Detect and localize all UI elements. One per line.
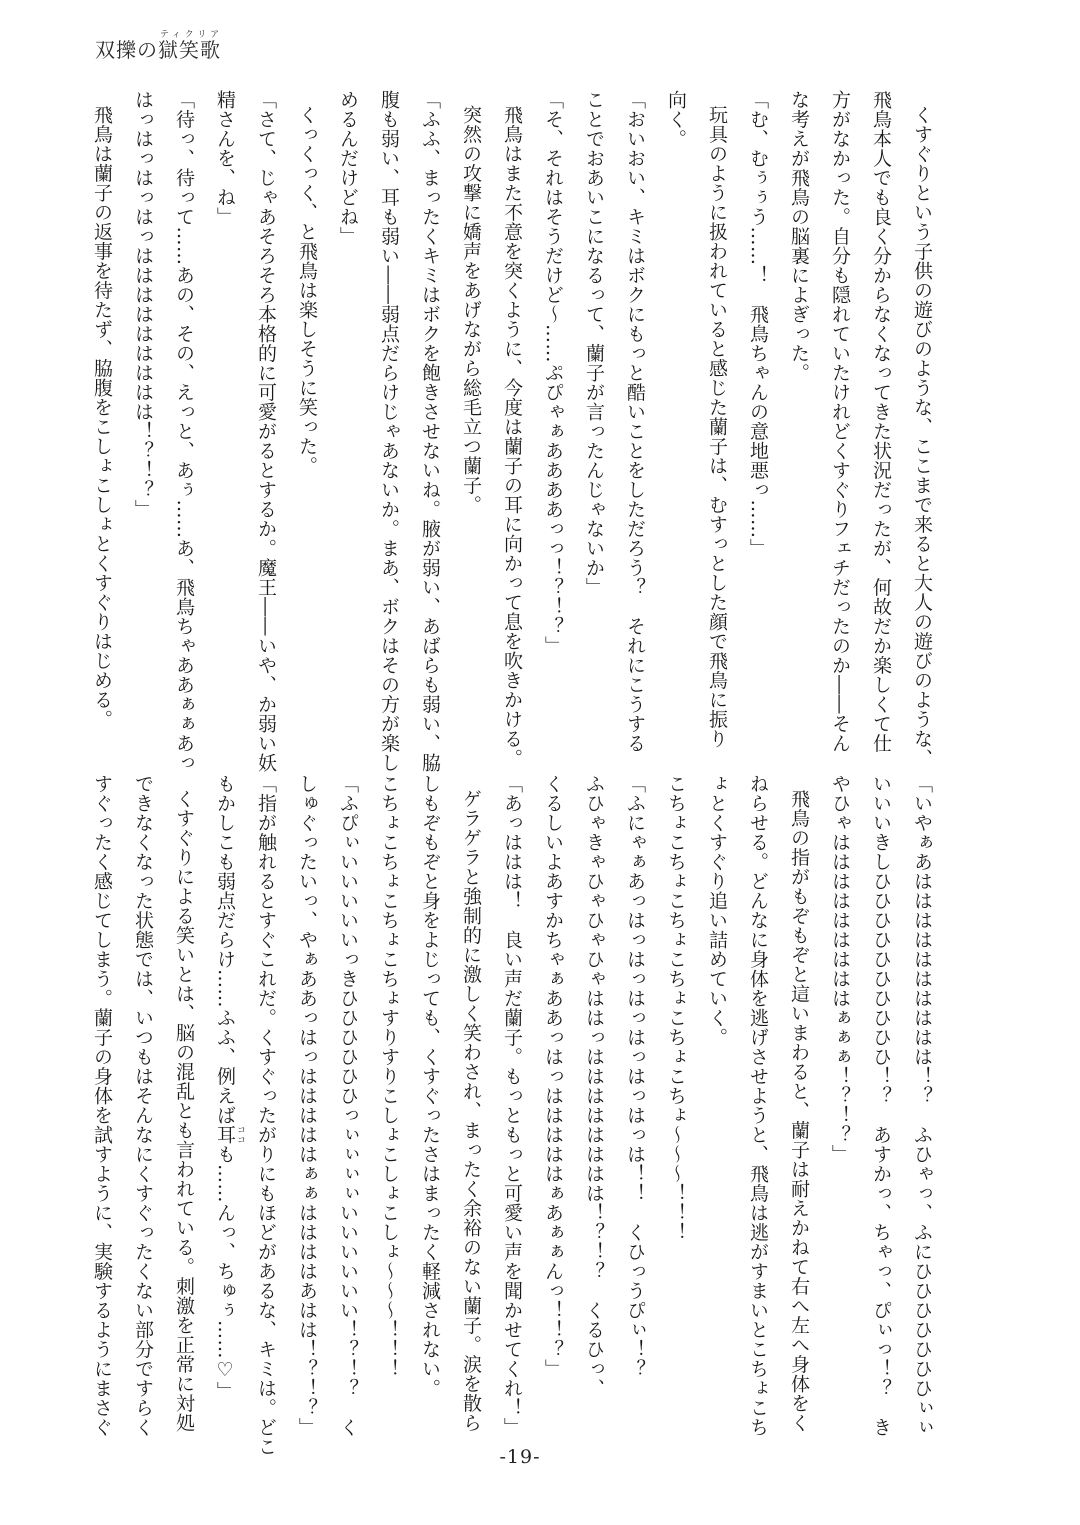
text-line: 「いやぁあはははははははははは！？ ふひゃっ、ふにひひひひひひひぃぃ <box>911 774 933 1437</box>
text-line: 「あっははは！ 良い声だ蘭子。もっともっと可愛い声を聞かせてくれ！」 <box>501 774 523 1437</box>
text-line: 「ふふ、まったくキミはボクを飽きさせないね。腋が弱い、あばらも弱い、脇 <box>419 90 441 773</box>
text-line: しゅぐったいっ、やぁああっはっはははははぁぁははははあはは！？！？」 <box>296 774 318 1437</box>
text-band-top <box>81 90 942 773</box>
text-line: もかしこも弱点だらけ……ふふ、例えば耳 ココも……んっ、ちゅぅ……♡」 <box>214 774 245 1401</box>
text-line: 精さんを、ね」 <box>214 90 236 227</box>
text-line: ねらせる。どんなに身体を逃げさせようと、飛鳥は逃がすまいとこちょこち <box>747 774 769 1437</box>
text-line: 「指が触れるとすぐこれだ。くすぐったがりにもほどがあるな、キミは。どこ <box>255 774 277 1457</box>
text-line: ふひゃきゃひゃひゃひゃははっはははははははは！？！？ くるひっ、 <box>583 774 605 1398</box>
text-line: いいいきしひひひひひひひひひひ！？ あすかっ、ちゃっ、ぴぃっ！？ き <box>870 774 892 1437</box>
text-line: こちょこちょこちょこちょすりすりこしょこしょこしょ～～～！！！ <box>378 774 400 1379</box>
text-band-bottom <box>81 774 942 1460</box>
text-line: 飛鳥はまた不意を突くように、今度は蘭子の耳に向かって息を吹きかける。 <box>501 105 523 768</box>
text-line: 「む、むぅぅう……！ 飛鳥ちゃんの意地悪っ……」 <box>747 90 769 558</box>
text-line: な考えが飛鳥の脳裏によぎった。 <box>788 90 810 383</box>
text-line: 「そ、それはそうだけど～……ぷぴゃぁああああっっ！？！？」 <box>542 90 564 656</box>
text-line: くっくっく、と飛鳥は楽しそうに笑った。 <box>296 105 318 476</box>
text-line: 「さて、じゃあそろそろ本格的に可愛がるとするか。魔王――いや、か弱い妖 <box>255 90 277 773</box>
text-line: 「ふにゃぁあっはっはっはっはっはっはっは！！ くひっうぴぃ！？ <box>624 774 646 1379</box>
text-line: 「おいおい、キミはボクにもっと酷いことをしただろう？ それにこうする <box>624 90 646 753</box>
text-line: 飛鳥の指がもぞもぞと這いまわると、蘭子は耐えかねて右へ左へ身体をく <box>788 789 810 1433</box>
text-line: 向く。 <box>665 90 687 149</box>
text-line: めるんだけどね」 <box>337 90 359 246</box>
text-line: ことでおあいこになるって、蘭子が言ったんじゃないか」 <box>583 90 605 597</box>
text-line: こちょこちょこちょこちょこちょこちょ～～～！！！ <box>665 774 687 1242</box>
text-line: 突然の攻撃に嬌声をあげながら総毛立つ蘭子。 <box>460 105 482 515</box>
text-line: 「待っ、待って……あの、その、えっと、あぅ……あ、飛鳥ちゃああぁぁあっ <box>173 90 195 773</box>
text-line: 玩具のように扱われていると感じた蘭子は、むすっとした顔で飛鳥に振り <box>706 105 728 749</box>
text-line: しもぞもぞと身をよじっても、くすぐったさはまったく軽減されない。 <box>419 774 441 1398</box>
text-line: 方がなかった。自分も隠れていたけれどくすぐりフェチだったのか――そん <box>829 90 851 753</box>
page-title: 双擽の獄笑歌ティクリア <box>95 30 221 62</box>
text-line: 飛鳥は蘭子の返事を待たず、脇腹をこしょこしょとくすぐりはじめる。 <box>91 105 113 729</box>
text-line: はっはっはっはっははははははははは！？！？」 <box>132 90 154 519</box>
text-line: できなくなった状態では、いつもはそんなにくすぐったくない部分ですらく <box>132 774 154 1437</box>
text-line: 飛鳥本人でも良く分からなくなってきた状況だったが、何故だか楽しくて仕 <box>870 90 892 753</box>
text-line: 腹も弱い、耳も弱い――弱点だらけじゃあないか。まあ、ボクはその方が楽し <box>378 90 400 773</box>
page-number: -19- <box>499 1446 541 1468</box>
text-line: ゲラゲラと強制的に激しく笑わされ、まったく余裕のない蘭子。涙を散ら <box>460 789 482 1433</box>
text-line: 「ふぴぃいいいいいっきひひひひひひっぃぃぃぃいいいいいい！？！？ く <box>337 774 359 1437</box>
text-line: ょとくすぐり追い詰めていく。 <box>706 774 728 1047</box>
text-line: くるしいよあすかちゃぁああっはっはははははぁあぁぁんっ！！？」 <box>542 774 564 1379</box>
text-line: くすぐりという子供の遊びのような、ここまで来ると大人の遊びのような、 <box>911 105 933 768</box>
text-line: くすぐりによる笑いとは、脳の混乱とも言われている。刺激を正常に対処 <box>173 789 195 1433</box>
text-line: やひゃはははははははははぁぁぁ！？！？」 <box>829 774 851 1164</box>
text-line: すぐったく感じてしまう。蘭子の身体を試すように、実験するようにまさぐ <box>91 774 113 1437</box>
